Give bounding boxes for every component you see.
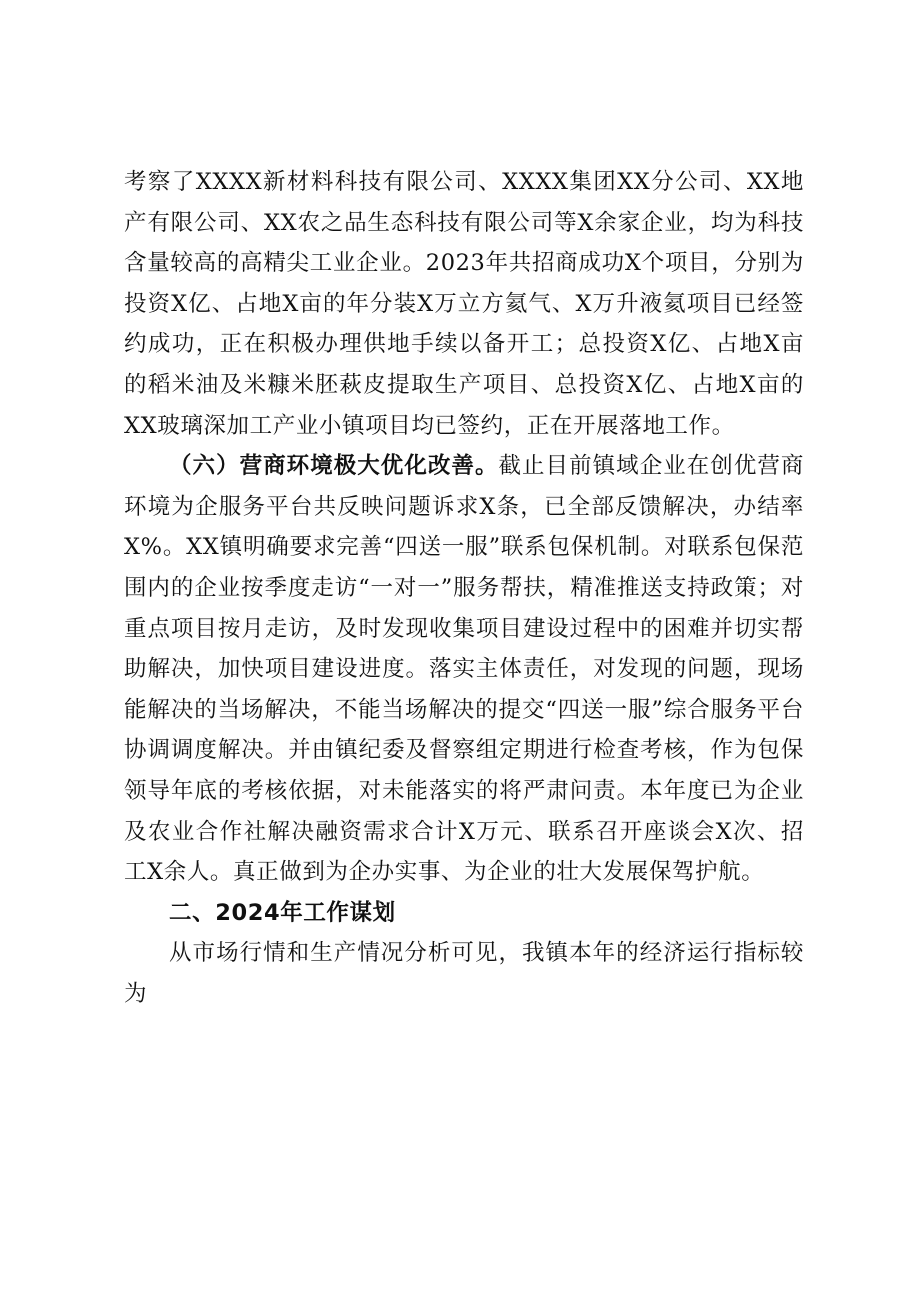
section-lead-business-environment: （六）营商环境极大优化改善。	[169, 453, 499, 480]
paragraph-investment-projects: 考察了XXXX新材料科技有限公司、XXXX集团XX分公司、XX地产有限公司、XX农之品生态科技有限公司等X余家企业，均为科技含量较高的高精尖工业企业。2023年共招商成功X个项目，分别为投资X亿、占地X亩的年分装X万立方氦气、X万升液氦项目已经签约成功，正在积极办理供地手续以备开工；总投资X亿、占地X亩的稻米油及米糠米胚萩皮提取生产项目、总投资X亿、占地X亩的XX玻璃深加工产业小镇项目均已签约，正在开展落地工作。	[124, 169, 804, 439]
section-heading-2024-plan: 二、2024年工作谋划	[169, 899, 396, 926]
paragraph-business-environment	[124, 446, 804, 893]
paragraph-market-analysis: 从市场行情和生产情况分析可见，我镇本年的经济运行指标较为	[124, 940, 804, 1007]
document-body	[124, 162, 804, 1014]
paragraph-business-environment-body: 截止目前镇域企业在创优营商环境为企服务平台共反映问题诉求X条，已全部反馈解决，办结率X%。XX镇明确要求完善“四送一服”联系包保机制。对联系包保范围内的企业按季度走访“一对一”服务帮扶，精准推送支持政策；对重点项目按月走访，及时发现收集项目建设过程中的困难并切实帮助解决，加快项目建设进度。落实主体责任，对发现的问题，现场能解决的当场解决，不能当场解决的提交“四送一服”综合服务平台协调调度解决。并由镇纪委及督察组定期进行检查考核，作为包保领导年底的考核依据，对未能落实的将严肃问责。本年度已为企业及农业合作社解决融资需求合计X万元、联系召开座谈会X次、招工X余人。真正做到为企办实事、为企业的壮大发展保驾护航。	[124, 453, 804, 886]
